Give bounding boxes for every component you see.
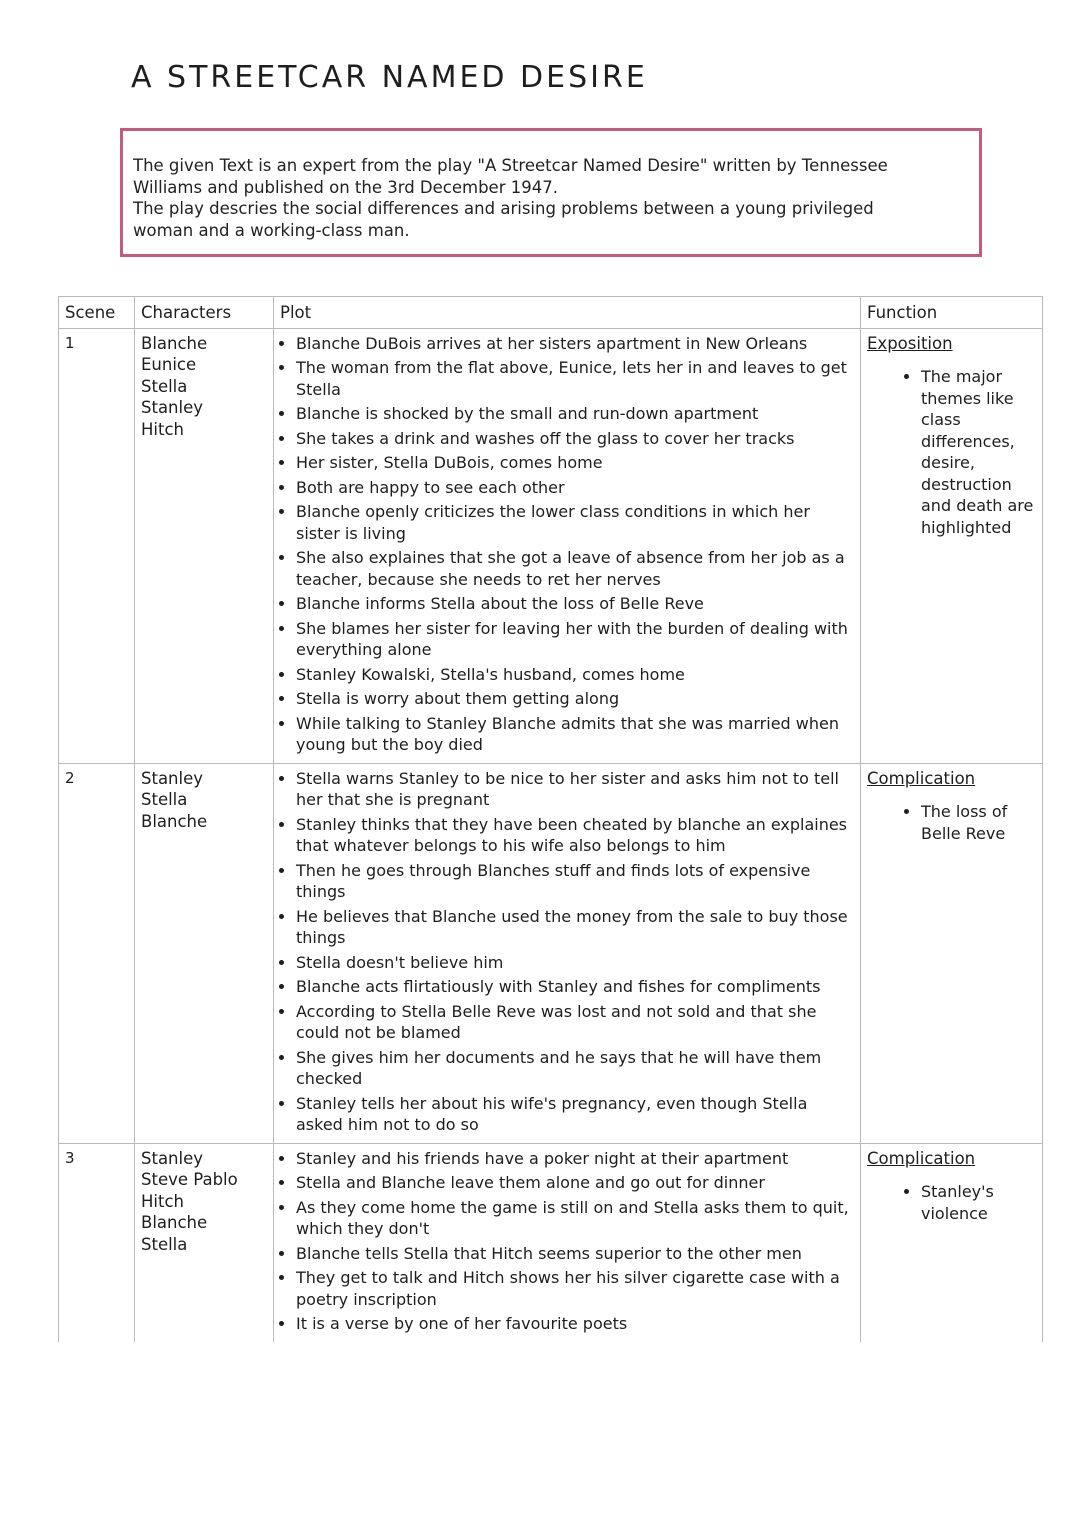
plot-point: • Stella doesn't believe him [296, 952, 854, 974]
table-row [59, 1143, 1043, 1342]
plot-point: • Stanley tells her about his wife's pregnancy, even though Stella asked him not to do so [296, 1093, 854, 1136]
header-plot: Plot [274, 297, 861, 329]
plot-point: • Blanche tells Stella that Hitch seems superior to the other men [296, 1243, 854, 1265]
function-label: Exposition [867, 333, 953, 353]
character-name: Blanche [141, 1213, 208, 1232]
plot-point: • Stanley and his friends have a poker night at their apartment [296, 1148, 854, 1170]
function-points [867, 1181, 1036, 1224]
character-name: Stella [141, 376, 188, 396]
intro-line: The given Text is an expert from the play "A Streetcar Named Desire" written by Tennessee [133, 156, 888, 175]
character-name: Hitch [141, 1191, 184, 1211]
function-points [867, 366, 1036, 538]
page-title: A STREETCAR NAMED DESIRE [131, 60, 648, 95]
function-point: • Stanley's violence [921, 1181, 1036, 1224]
plot-point: • As they come home the game is still on and Stella asks them to quit, which they don't [296, 1197, 854, 1240]
character-name: Eunice [141, 355, 197, 374]
function-label: Complication [867, 768, 976, 788]
intro-line: woman and a working-class man. [133, 220, 410, 240]
character-name: Stella [141, 1234, 188, 1254]
plot-point: • Stella warns Stanley to be nice to her sister and asks him not to tell her that she is pregnant [296, 768, 854, 811]
function-cell [861, 328, 1043, 763]
plot-point: • Both are happy to see each other [296, 477, 854, 499]
character-name: Blanche [141, 811, 208, 831]
plot-list [280, 1148, 854, 1335]
character-name: Stanley [141, 398, 204, 417]
characters-cell [135, 763, 274, 1143]
table-row [59, 328, 1043, 763]
character-name: Steve Pablo [141, 1170, 238, 1189]
intro-box [120, 128, 982, 257]
scene-number: 1 [59, 328, 135, 763]
plot-point: • She also explaines that she got a leave of absence from her job as a teacher, because she needs to ret her nerves [296, 547, 854, 590]
character-name: Stanley [141, 768, 204, 788]
plot-point: • Blanche informs Stella about the loss of Belle Reve [296, 593, 854, 615]
scene-table [58, 296, 1043, 1342]
function-points [867, 801, 1036, 844]
table-row [59, 763, 1043, 1143]
scene-number: 3 [59, 1143, 135, 1342]
function-cell [861, 763, 1043, 1143]
cut-off-text-fragment [290, 1457, 710, 1459]
plot-point: • Blanche DuBois arrives at her sisters apartment in New Orleans [296, 333, 854, 355]
plot-cell [274, 1143, 861, 1342]
plot-point: • Blanche is shocked by the small and run-down apartment [296, 403, 854, 425]
header-function: Function [861, 297, 1043, 329]
plot-point: • She blames her sister for leaving her with the burden of dealing with everything alone [296, 618, 854, 661]
scene-number: 2 [59, 763, 135, 1143]
plot-point: • Then he goes through Blanches stuff and finds lots of expensive things [296, 860, 854, 903]
plot-point: • Stanley Kowalski, Stella's husband, comes home [296, 664, 854, 686]
characters-cell [135, 1143, 274, 1342]
plot-point: • Blanche openly criticizes the lower class conditions in which her sister is living [296, 501, 854, 544]
character-name: Stella [141, 790, 188, 809]
character-name: Blanche [141, 333, 208, 353]
header-characters: Characters [135, 297, 274, 329]
character-name: Hitch [141, 419, 184, 439]
plot-point: • She takes a drink and washes off the glass to cover her tracks [296, 428, 854, 450]
plot-point: • According to Stella Belle Reve was lost and not sold and that she could not be blamed [296, 1001, 854, 1044]
function-point: • The loss of Belle Reve [921, 801, 1036, 844]
character-list [141, 1148, 267, 1256]
plot-list [280, 768, 854, 1136]
plot-point: • Stanley thinks that they have been cheated by blanche an explaines that whatever belongs to his wife also belongs to him [296, 814, 854, 857]
function-cell [861, 1143, 1043, 1342]
character-name: Stanley [141, 1148, 204, 1168]
plot-point: • Blanche acts flirtatiously with Stanley and fishes for compliments [296, 976, 854, 998]
plot-point: • She gives him her documents and he says that he will have them checked [296, 1047, 854, 1090]
plot-point: • They get to talk and Hitch shows her his silver cigarette case with a poetry inscription [296, 1267, 854, 1310]
table-header-row [59, 297, 1043, 329]
header-scene: Scene [59, 297, 135, 329]
plot-point: • He believes that Blanche used the money from the sale to buy those things [296, 906, 854, 949]
plot-cell [274, 763, 861, 1143]
plot-point: • It is a verse by one of her favourite poets [296, 1313, 854, 1335]
function-point: • The major themes like class differences, desire, destruction and death are highlighted [921, 366, 1036, 538]
function-label: Complication [867, 1148, 976, 1168]
intro-line: The play descries the social differences and arising problems between a young privileged [133, 199, 874, 218]
intro-line: Williams and published on the 3rd December 1947. [133, 177, 558, 197]
characters-cell [135, 328, 274, 763]
plot-point: • Stella and Blanche leave them alone and go out for dinner [296, 1172, 854, 1194]
plot-point: • Her sister, Stella DuBois, comes home [296, 452, 854, 474]
plot-point: • Stella is worry about them getting along [296, 688, 854, 710]
character-list [141, 768, 267, 833]
plot-point: • The woman from the flat above, Eunice, lets her in and leaves to get Stella [296, 357, 854, 400]
plot-cell [274, 328, 861, 763]
plot-point: • While talking to Stanley Blanche admits that she was married when young but the boy died [296, 713, 854, 756]
character-list [141, 333, 267, 441]
plot-list [280, 333, 854, 756]
